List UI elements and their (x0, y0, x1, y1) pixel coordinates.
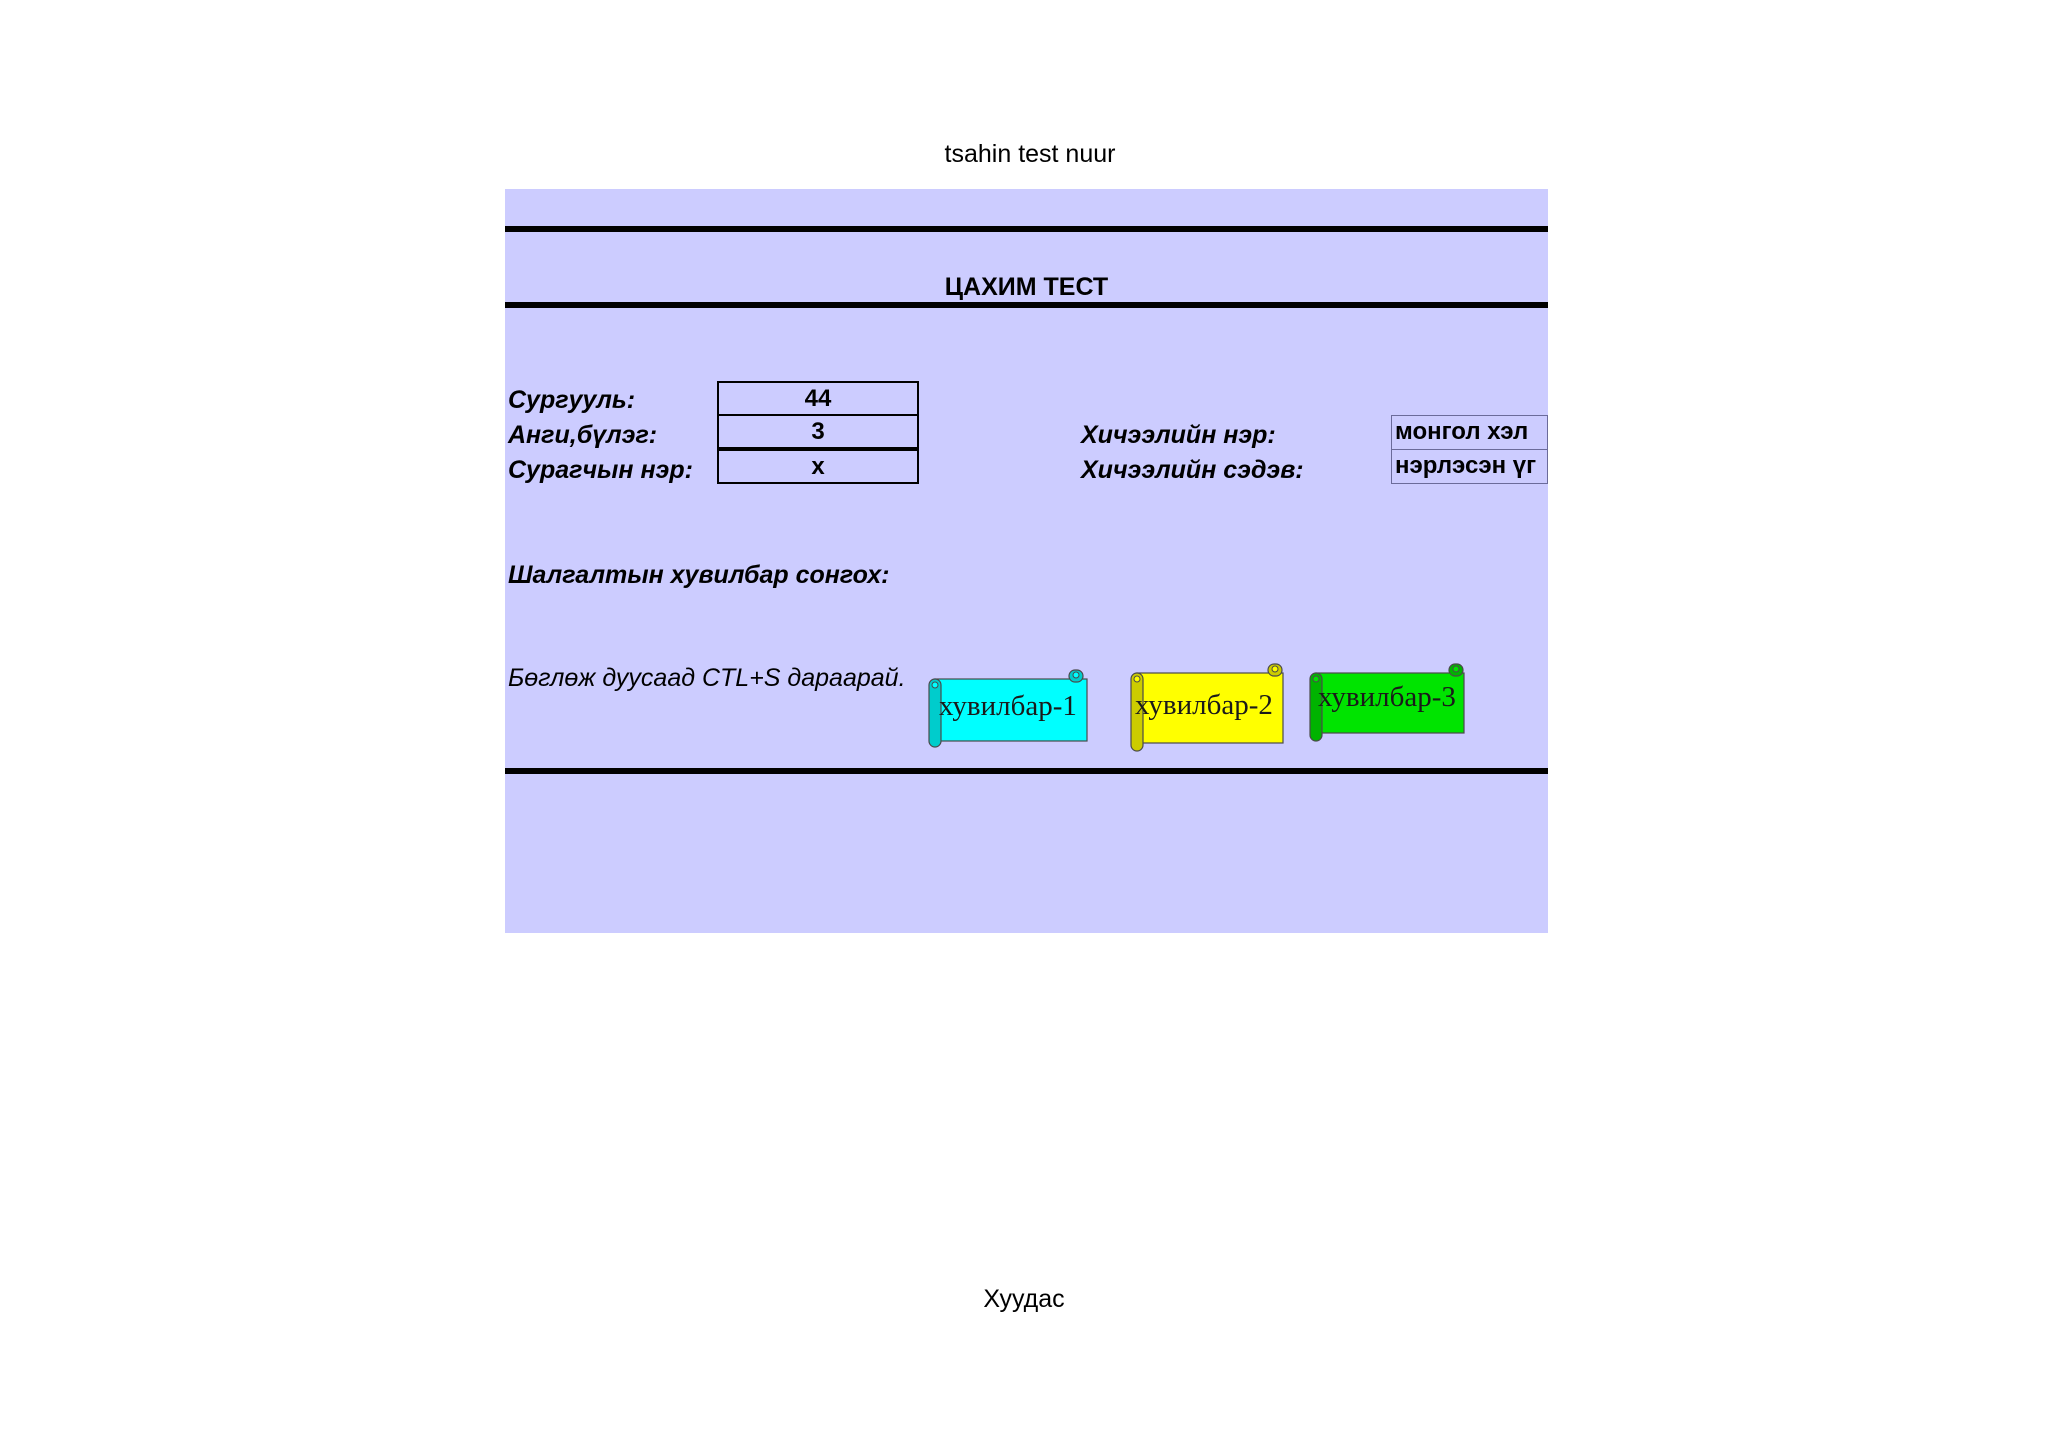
sheet-title: ЦАХИМ ТЕСТ (944, 273, 1109, 301)
school-label: Сургууль: (508, 386, 636, 414)
topic-label: Хичээлийн сэдэв: (1081, 456, 1304, 484)
title-rule (505, 302, 1548, 308)
bottom-rule (505, 768, 1548, 774)
top-rule (505, 226, 1548, 232)
variant-3-label: хувилбар-3 (1318, 681, 1456, 713)
variant-3-button[interactable] (1308, 657, 1470, 743)
page-header: tsahin test nuur (944, 140, 1116, 168)
student-name-label: Сурагчын нэр: (508, 456, 693, 484)
class-field[interactable]: 3 (717, 414, 919, 449)
variant-2-button[interactable] (1129, 657, 1289, 753)
school-field[interactable]: 44 (717, 381, 919, 416)
variant-1-label: хувилбар-1 (939, 690, 1077, 722)
worksheet (505, 189, 1548, 933)
page-footer: Хуудас (983, 1285, 1065, 1313)
variant-2-label: хувилбар-2 (1135, 689, 1273, 721)
subject-label: Хичээлийн нэр: (1081, 421, 1276, 449)
save-instruction: Бөглөж дуусаад CTL+S дараарай. (508, 664, 906, 692)
subject-field[interactable]: монгол хэл (1391, 415, 1548, 450)
class-label: Анги,бүлэг: (508, 421, 658, 449)
topic-field[interactable]: нэрлэсэн үг (1391, 449, 1548, 484)
variant-prompt: Шалгалтын хувилбар сонгох: (508, 561, 890, 589)
variant-1-button[interactable] (927, 664, 1095, 750)
student-name-field[interactable]: x (717, 449, 919, 484)
